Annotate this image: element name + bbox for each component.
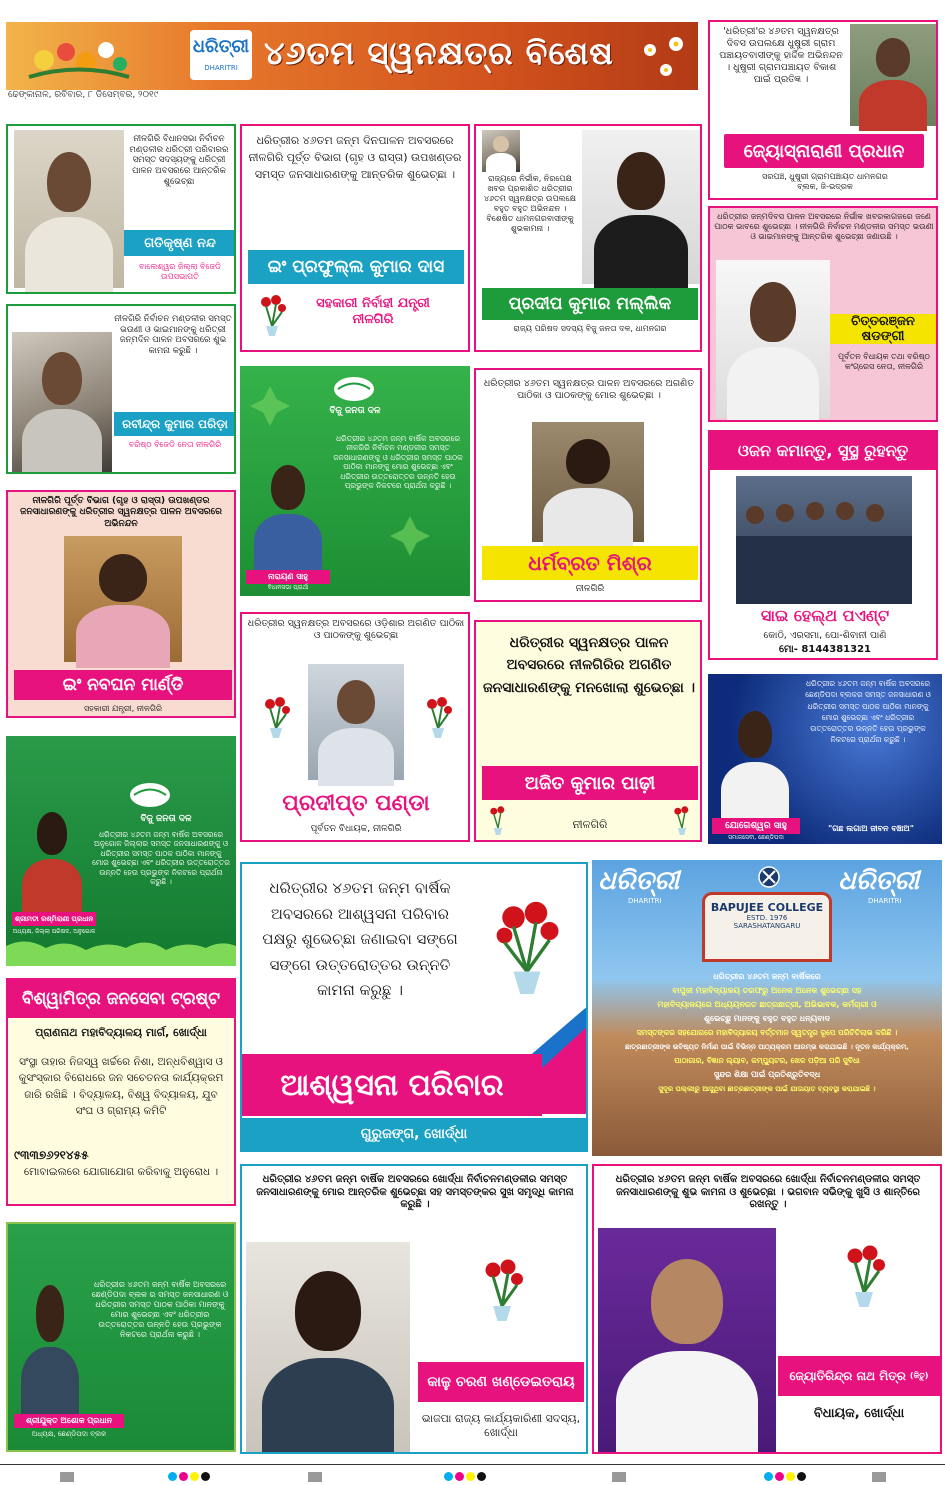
ad-kalu xyxy=(240,1164,588,1454)
registration-mark xyxy=(612,1472,626,1482)
ad-message: ଧରିତ୍ରୀର ୪୬ତମ ଜନ୍ମ ବାର୍ଷିକ ଅବସରରେ ଛେଣ୍ଡିପଦା ବ୍ଲକର ସମସ୍ତ ଜନସାଧାରଣ ଓ ଧରିତ୍ରୀର ସମସ୍ତ ପାଠକ ପାଠିକା ମାନଙ୍କୁ ମୋର ଶୁଭେଚ୍ଛା ଏବଂ ଧରିତ୍ରୀର ଉତ୍ତରୋତ୍ତର ଉନ୍ନତି ହେଉ ପ୍ରଭୁଙ୍କ ନିକଟରେ ପ୍ରାର୍ଥନା କରୁଛି । xyxy=(805,679,931,745)
college-line: ମହାବିଦ୍ୟାଳୟରେ ଅଧ୍ୟୟନରତ ଛାତ୍ରଛାତ୍ରୀ, ଅଭିଭାବକ, କର୍ମଚାରୀ ଓ xyxy=(657,1000,877,1009)
person-designation: ସହକାରୀ ନିର୍ବାହୀ ଯନ୍ତ୍ରୀ ନୀଳଗିରି xyxy=(316,296,430,328)
ad-message: ଧରିତ୍ରୀର ୪୬ତମ ଜନ୍ମ ବାର୍ଷିକ ଅବସରରେ ଅନୁଗୋଳ ଜିଲ୍ଲାର ସମସ୍ତ ଜନସାଧାରଣଙ୍କୁ ଓ ଧରିତ୍ରୀର ସମସ୍ତ ପାଠକ ପାଠିକା ମାନଙ୍କୁ ମୋର ଶୁଭେଚ୍ଛା ଏବଂ ଧରିତ୍ରୀର ଉତ୍ତରୋତ୍ତର ଉନ୍ନତି ହେଉ ପ୍ରଭୁଙ୍କ ନିକଟରେ ପ୍ରାର୍ଥନା କରୁଛି । xyxy=(92,830,230,886)
ad-message: ଧରିତ୍ରୀର ସ୍ୱନକ୍ଷତ୍ର ପାଳନ ଅବସରରେ ନୀଳଗିରିର ଅଗଣିତ ଜନସାଧାରଣଙ୍କୁ ମନଖୋଲା ଶୁଭେଚ୍ଛା । xyxy=(482,635,696,696)
group-photo xyxy=(736,476,912,604)
trust-name: ବିଶ୍ୱାମିତ୍ର ଜନସେବା ଟ୍ରଷ୍ଟ xyxy=(8,980,234,1018)
masthead-banner xyxy=(6,22,698,90)
ad-asok xyxy=(6,1222,236,1452)
person-name: ଶ୍ରୀଯୁକ୍ତ ଅଶୋକ ପ୍ରଧାନ xyxy=(14,1414,124,1428)
ad-message: ଧରିତ୍ରୀର ଜନ୍ମଦିବସ ପାଳନ ଅବସରରେ ନିର୍ଭୀକ ଖବରକାଗଜରେ ଜଣେ ପାଠକ ଭାବରେ ଶୁଭେଚ୍ଛା । ନୀଳଗିରି ନିର୍ବାଚନ ମଣ୍ଡଳୀର ସମସ୍ତ ଭଉଣୀ ଓ ଭାଇମାନଙ୍କୁ ଆନ୍ତରିକ ଶୁଭେଚ୍ଛା ଜଣାଉଛି । xyxy=(714,212,934,241)
ad-gatikrushna xyxy=(6,124,236,294)
rose-vase-icon xyxy=(834,1232,894,1322)
ad-woman-bjd xyxy=(6,736,236,966)
ad-prafulla xyxy=(240,124,470,352)
registration-mark xyxy=(872,1472,886,1482)
portrait-photo xyxy=(14,796,90,910)
trust-body: ସଂସ୍ଥା ତାହାର ନିଜସ୍ୱ ଖର୍ଚ୍ଚରେ ନିଶା, ଅନ୍ଧବିଶ୍ୱାସ ଓ କୁସଂସ୍କାର ବିରୋଧରେ ଜନ ସଚେତନତା କାର୍ଯ୍ୟକ୍ରମ ଜାରି ରଖିଛି । ବିଦ୍ୟାଳୟ, ବିଶ୍ୱ ବିଦ୍ୟାଳୟ, ଯୁବ ସଂଘ ଓ ଗ୍ରାମ୍ୟ କମିଟି xyxy=(18,1056,224,1117)
trust-address: ପ୍ରାଣନାଥ ମହାବିଦ୍ୟାଳୟ ମାର୍ଗ, ଖୋର୍ଦ୍ଧା xyxy=(35,1026,207,1039)
logo-subtext: DHARITRI xyxy=(628,897,662,905)
flower-bouquet-icon xyxy=(24,32,134,82)
person-designation: ବରିଷ୍ଠ ବିଜେଡି ନେତା ନୀଳଗିରି xyxy=(128,440,222,449)
daisy-icon xyxy=(636,30,692,86)
ad-jogeswar xyxy=(708,674,942,844)
person-designation: ଅଧ୍ୟକ୍ଷ, ଜିଲ୍ଲା ପରିଷଦ, ଅନୁଗୋଳ xyxy=(12,928,96,935)
person-name: ଶ୍ରୀମତୀ ରଶ୍ମିରାଣୀ ପ୍ରଧାନ xyxy=(12,912,96,926)
ad-rabindra xyxy=(6,304,236,474)
college-line: ପାଠାଗାର, ବିଜ୍ଞାନ ଲ୍ୟାବ, କମ୍ପ୍ୟୁଟର, ଖେଳ ପଡ଼ିଆ ପରି ସୁବିଧା xyxy=(674,1056,860,1065)
ad-message: ରାଜ୍ୟରେ ନିର୍ଭୀକ, ନିରପେକ୍ଷ ଖବର ପ୍ରକାଶିତ ଧରିତ୍ରୀର ୪୬ତମ ସ୍ୱନକ୍ଷତ୍ର ଉପଲକ୍ଷେ ବହୁତ ବହୁତ ଅଭିନନ୍ଦନ । ବିଶେଷିତ ଧାମନଗରବାସୀଙ୍କୁ ଶୁଭକାମନା । xyxy=(483,174,576,233)
portrait-photo xyxy=(14,130,124,288)
logo-left xyxy=(598,866,698,905)
ad-message: ଧରିତ୍ରୀର ୪୬ତମ ଜନ୍ମ ବାର୍ଷିକ ଅବସରରେ ଖୋର୍ଦ୍ଧା ନିର୍ବାଚନମଣ୍ଡଳୀର ସମସ୍ତ ଜନସାଧାରଣଙ୍କୁ ଶୁଭ କାମନା ଓ ଶୁଭେଚ୍ଛା । ଭଗବାନ ସଭିଙ୍କୁ ଖୁସି ଓ ଶାନ୍ତିରେ ରଖନ୍ତୁ । xyxy=(615,1174,921,1210)
business-address: କୋଠି, ଏରସମା, ପୋ-ଶିବାନୀ ପାଣି xyxy=(763,630,887,641)
person-designation: ନୀଳଗିରି xyxy=(572,818,608,831)
grass-decoration xyxy=(6,936,236,966)
ad-title: ଓଜନ କମାନ୍ତୁ, ସୁସ୍ଥ ରୁହନ୍ତୁ xyxy=(710,432,936,470)
person-designation: ପୂର୍ବତନ ବିଧାୟକ ତଥା ବରିଷ୍ଠ କଂଗ୍ରେସ ନେତା, ନୀଳଗିରି xyxy=(838,352,930,371)
person-designation: ସରପଞ୍ଚ, ଧୁଷୁରୀ ଗ୍ରାମପଞ୍ଚାୟତ ଧାମନଗର ବ୍ଲକ, ଜି-ଭଦ୍ରକ xyxy=(762,172,888,191)
person-name: ଇଂ ନବଘନ ମାର୍ଣ୍ଡି xyxy=(14,670,232,700)
color-registration-dots xyxy=(764,1472,806,1481)
ad-message: ଧରିତ୍ରୀର ୪୬ତମ ଜନ୍ମ ବାର୍ଷିକ ଅବସରରେ ନୀଳଗିରି ନିର୍ବାଚନ ମଣ୍ଡଳୀର ସମସ୍ତ ଜନସାଧାରଣଙ୍କୁ ଓ ଧରିତ୍ରୀର ସମସ୍ତ ପାଠକ ପାଠିକା ମାନଙ୍କୁ ମୋର ଶୁଭେଚ୍ଛା ଏବଂ ଧରିତ୍ରୀର ଉତ୍ତରୋତ୍ତର ଉନ୍ନତି ହେଉ ପ୍ରଭୁଙ୍କ ନିକଟରେ ପ୍ରାର୍ଥନା କରୁଛି । xyxy=(333,434,463,490)
person-name: ଜ୍ୟୋସ୍ନାରାଣୀ ପ୍ରଧାନ xyxy=(724,134,924,168)
registration-mark xyxy=(308,1472,322,1482)
college-line: ବାପୁଜୀ ମହାବିଦ୍ୟାଳୟ ତରଫରୁ ଅନେକ ଅନେକ ଶୁଭେଚ୍ଛା ସହ xyxy=(672,986,862,995)
logo-text: ଧରିତ୍ରୀ xyxy=(598,866,680,896)
portrait-photo xyxy=(12,332,112,472)
ad-jyotsnarani xyxy=(708,20,938,200)
person-designation: ରାଜ୍ୟ ପରିଷଦ ସଦସ୍ୟ ବିଜୁ ଜନତା ଦଳ, ଧାମନଗର xyxy=(513,324,667,333)
ad-message: ଧରିତ୍ରୀର ୪୬ତମ ସ୍ୱନକ୍ଷତ୍ର ପାଳନ ଅବସରରେ ଅଗଣିତ ପାଠିକା ଓ ପାଠକଙ୍କୁ ମୋର ଶୁଭେଚ୍ଛା । xyxy=(483,378,695,401)
color-registration-dots xyxy=(444,1472,486,1481)
cm-photo xyxy=(482,130,520,172)
person-name: ପ୍ରଦୀପ କୁମାର ମଲ୍ଲିକ xyxy=(482,288,698,320)
college-emblem-icon xyxy=(758,866,780,888)
logo-text: ଧରିତ୍ରୀ xyxy=(838,866,920,896)
registration-mark xyxy=(60,1472,74,1482)
ad-dharmabrata xyxy=(474,368,702,602)
ad-sai-health xyxy=(708,430,938,660)
business-name: ସାଇ ହେଲ୍‌ଥ ପଏଣ୍ଟ xyxy=(760,606,890,625)
trust-phone: ୯୩୩୭୬୨୧୪୫୫ xyxy=(14,1148,89,1162)
portrait-photo xyxy=(532,422,644,542)
person-name: ଗତିକୃଷ୍ଣ ନନ୍ଦ xyxy=(124,230,236,256)
college-line: ଶୁଭେଚ୍ଛୁ ମାନଙ୍କୁ ବହୁତ ବହୁତ ଧନ୍ୟବାଦ xyxy=(704,1014,830,1023)
conch-logo xyxy=(128,780,172,810)
college-gate xyxy=(702,892,832,962)
college-line: ସୁଦୂର ପଲ୍ଲୀରୁ ଆସୁଥିବା ଛାତ୍ରଛାତ୍ରୀଙ୍କ ପାଇଁ ଯାତାୟାତ ବ୍ୟବସ୍ଥା କରାଯାଇଛି । xyxy=(658,1085,876,1093)
ad-biswamitra xyxy=(6,978,236,1206)
color-registration-dots xyxy=(168,1472,210,1481)
portrait-photo xyxy=(582,130,700,284)
person-name xyxy=(778,1356,940,1396)
person-designation: ସହକାରୀ ଯନ୍ତ୍ରୀ, ନୀଳଗିରି xyxy=(83,704,163,713)
ad-narayan xyxy=(240,366,470,596)
flower-decoration-left xyxy=(24,32,134,82)
portrait-photo xyxy=(308,664,404,780)
portrait-photo xyxy=(598,1228,776,1452)
person-designation: ବାଲେଶ୍ୱର ଜିଲ୍ଲା ବିଜେଡି ଉପସଭାପତି xyxy=(139,262,221,281)
portrait-photo xyxy=(716,260,830,418)
portrait-photo xyxy=(246,448,330,568)
college-name: BAPUJEE COLLEGE xyxy=(710,901,824,914)
portrait-photo xyxy=(850,24,936,126)
ad-pradipta xyxy=(240,612,470,842)
logo-right xyxy=(838,866,938,905)
college-place: SARASHATANGARU xyxy=(733,922,801,930)
college-estd: ESTD. 1976 xyxy=(746,914,788,922)
person-designation: ଭାଜପା ରାଜ୍ୟ କାର୍ଯ୍ୟକାରିଣୀ ସଦସ୍ୟ, ଖୋର୍ଦ୍ଧା xyxy=(421,1412,581,1439)
ad-slogan: "ଗଛ ଲଗାଅ ଜୀବନ ବଞ୍ଚାଅ" xyxy=(828,824,914,833)
ad-message: ନୀଳଗିରି ବିଧାନସଭା ନିର୍ବାଚନ ମଣ୍ଡଳୀର ଧରିତ୍ରୀ ପରିବାରର ସମସ୍ତ ସଦସ୍ୟଙ୍କୁ ଧରିତ୍ରୀ ପାଳନ ଅବସରରେ ଆନ୍ତରିକ ଶୁଭେଚ୍ଛା xyxy=(129,134,229,187)
ad-bapujee-college xyxy=(592,860,942,1156)
ad-message: ଧରିତ୍ରୀର ୪୬ତମ ଜନ୍ମ ବାର୍ଷିକ ଅବସରରେ ଆଶ୍ୱସନା ପରିବାର ପକ୍ଷରୁ ଶୁଭେଚ୍ଛା ଜଣାଇବା ସଙ୍ଗେ ସଙ୍ଗେ ଉତ୍ତରୋତ୍ତର ଉନ୍ନତି କାମନା କରୁଛୁ । xyxy=(262,879,458,999)
ad-message: ଧରିତ୍ରୀର ୪୬ତମ ଜନ୍ମ ବାର୍ଷିକ ଅବସରରେ ଛେଣ୍ଡିପଦା ବ୍ଲକ ର ସମସ୍ତ ଜନସାଧାରଣ ଓ ଧରିତ୍ରୀର ସମସ୍ତ ପାଠକ ପାଠିକା ମାନଙ୍କୁ ମୋର ଶୁଭେଚ୍ଛା ଏବଂ ଧରିତ୍ରୀର ଉତ୍ତରୋତ୍ତର ଉନ୍ନତି ହେଉ ପ୍ରଭୁଙ୍କ ନିକଟରେ ପ୍ରାର୍ଥନା କରୁଛି । xyxy=(91,1280,229,1339)
person-designation: ବିଧାୟକ, ଖୋର୍ଦ୍ଧା xyxy=(813,1406,905,1421)
rose-vase-icon xyxy=(668,804,696,838)
trust-contact: ମୋବାଇଲରେ ଯୋଗାଯୋଗ କରିବାକୁ ଅନୁରୋଧ । xyxy=(23,1166,219,1178)
person-name: କାଳୁ ଚରଣ ଖଣ୍ଡେଇତରାୟ xyxy=(418,1362,584,1402)
conch-icon xyxy=(332,374,376,404)
person-name: ଚିତ୍ତରଞ୍ଜନ ଷଡଙ୍ଗୀ xyxy=(830,314,936,344)
party-name: ବିଜୁ ଜନତା ଦଳ xyxy=(329,406,381,416)
person-designation: ପୂର୍ବତନ ବିଧାୟକ, ନୀଳଗିରି xyxy=(310,824,402,834)
portrait-photo xyxy=(712,694,798,818)
portrait-photo xyxy=(246,1242,410,1452)
family-place: ଗୁରୁଜଙ୍ଗ, ଖୋର୍ଦ୍ଧା xyxy=(242,1118,586,1150)
college-message xyxy=(596,970,938,1096)
college-line: ଛାତ୍ରଛାତ୍ରୀଙ୍କ ଭବିଷ୍ୟତ ନିର୍ମାଣ ପାଇଁ ବିଭିନ୍ନ ପାଠ୍ୟକ୍ରମ ଆରମ୍ଭ କରାଯାଇଛି । ନୂତନ କାର୍ଯ୍ୟକ୍ରମ, xyxy=(625,1043,909,1051)
rose-vase-icon xyxy=(256,696,296,740)
person-designation: ଅଧ୍ୟକ୍ଷ, ଛେଣ୍ଡିପଦା ବ୍ଲକ xyxy=(31,1430,107,1438)
business-phone: ମୋ- 8144381321 xyxy=(779,644,871,655)
ad-message: ଧରିତ୍ରୀର ୪୬ତମ ଜନ୍ମ ଦିନପାଳନ ଅବସରରେ ନୀଳଗିରି ପୂର୍ତ୍ତ ବିଭାଗ (ଗୃହ ଓ ରାସ୍ତା) ଉପଖଣ୍ଡର ସମସ୍ତ ଜନସାଧାରଣଙ୍କୁ ଆନ୍ତରିକ ଶୁଭେଚ୍ଛା । xyxy=(248,134,462,182)
flower-decoration-right xyxy=(636,30,692,86)
person-name-text: ଜ୍ୟୋତିରିନ୍ଦ୍ର ନାଥ ମିତ୍ର xyxy=(789,1368,906,1383)
ad-message: ନୀଳଗିରି ନିର୍ବାଚନ ମଣ୍ଡଳୀର ସମସ୍ତ ଭଉଣୀ ଓ ଭାଇମାନଙ୍କୁ ଧରିତ୍ରୀ ଜନ୍ମଦିନ ପାଳନ ଅବସରରେ ଶୁଭ କାମନା କରୁଛି । xyxy=(114,314,232,356)
ad-message: ନୀଳଗିରି ପୂର୍ତ୍ତ ବିଭାଗ (ଗୃହ ଓ ରାସ୍ତା) ଉପଖଣ୍ଡର ଜନସାଧାରଣଙ୍କୁ ଧରିତ୍ରୀର ସ୍ୱନକ୍ଷତ୍ର ପାଳନ ଅବସରରେ ଅଭିନନ୍ଦନ xyxy=(20,496,222,529)
portrait-photo xyxy=(14,1264,86,1414)
rose-vase-icon xyxy=(418,696,458,740)
person-designation: ସମାଜସେବୀ, ଛେଣ୍ଡିପଦା xyxy=(728,834,784,841)
logo-subtext: DHARITRI xyxy=(868,897,902,905)
ad-message: ଧରିତ୍ରୀର ସ୍ୱନକ୍ଷତ୍ର ଅବସରରେ ଓଡ଼ିଶାର ଅଗଣିତ ପାଠିକା ଓ ପାଠକଙ୍କୁ ଶୁଭେଚ୍ଛା xyxy=(247,618,465,641)
person-name: ନାରାୟଣ ସାହୁ xyxy=(246,570,330,584)
rose-vase-icon xyxy=(484,804,512,838)
college-line: ଧରିତ୍ରୀର ୪୬ତମ ଜନ୍ମ ବାର୍ଷିକରେ xyxy=(713,972,821,981)
ad-chittaranjan xyxy=(708,206,938,422)
rose-vase-icon xyxy=(252,294,292,338)
ad-ajit xyxy=(474,620,702,842)
ad-message: ଧରିତ୍ରୀର ୪୬ତମ ଜନ୍ମ ବାର୍ଷିକ ଅବସରରେ ଖୋର୍ଦ୍ଧା ନିର୍ବାଚନମଣ୍ଡଳୀର ସମସ୍ତ ଜନସାଧାରଣଙ୍କୁ ମୋର ଆନ୍ତରିକ ଶୁଭେଚ୍ଛା ସହ ସମସ୍ତଙ୍କର ସୁଖ ସମୃଦ୍ଧି କାମନା କରୁଛି । xyxy=(256,1174,574,1210)
footer-rule xyxy=(0,1464,945,1465)
person-name: ପ୍ରଦୀପ୍ତ ପଣ୍ଡା xyxy=(282,791,430,816)
college-line: ସମସ୍ତଙ୍କର ସହଯୋଗରେ ମହାବିଦ୍ୟାଳୟ ବର୍ତ୍ତମାନ ସ୍ୱତନ୍ତ୍ର ରୂପେ ପରିଚିତିଲାଭ କରିଛି । xyxy=(636,1028,898,1037)
ad-pradeep-mallick xyxy=(474,124,702,352)
party-name: ବିଜୁ ଜନତା ଦଳ xyxy=(140,814,192,824)
person-designation: ନୀଳଗିରି xyxy=(575,584,605,594)
person-name: ଧର୍ମବ୍ରତ ମିଶ୍ର xyxy=(482,546,698,580)
logo-subtext: DHARITRI xyxy=(204,64,238,72)
person-name: ଇଂ ପ୍ରଫୁଲ୍ଲ କୁମାର ଦାସ xyxy=(248,250,464,284)
rose-vase-icon xyxy=(482,884,572,1014)
portrait-photo xyxy=(64,536,182,662)
logo-text: ଧରିତ୍ରୀ xyxy=(192,36,250,57)
person-name: ଯୋଗେଶ୍ୱର ସାହୁ xyxy=(712,818,800,834)
ad-message: 'ଧରିତ୍ରୀ'ର ୪୬ତମ ସ୍ୱନକ୍ଷତ୍ର ଦିବସ ଉପଲକ୍ଷେ ଧୁଷୁରୀ ଗ୍ରାମ ପଞ୍ଚାୟତବାସୀଙ୍କୁ ହାର୍ଦ୍ଦିକ ଅଭିନନ୍ଦନ । ଧୁଷୁରୀ ଗ୍ରାମପଞ୍ଚାୟତ ବିକାଶ ପାଇଁ ପ୍ରତିଜ୍ଞ । xyxy=(719,26,843,85)
person-designation: ବିଧାନସଭା ପ୍ରାର୍ଥୀ xyxy=(267,584,309,591)
person-nickname: (ଜିତୁ) xyxy=(909,1371,929,1380)
ad-aswasana xyxy=(240,862,588,1152)
masthead-logo xyxy=(190,30,252,80)
ad-jyotirindra xyxy=(592,1164,942,1454)
rose-vase-icon xyxy=(472,1246,532,1336)
family-name: ଆଶ୍ୱସନା ପରିବାର xyxy=(242,1054,542,1116)
conch-icon xyxy=(128,780,172,810)
page-title: ୪୬ତମ ସ୍ୱନକ୍ଷତ୍ର ବିଶେଷ xyxy=(264,34,614,72)
person-name: ରବୀନ୍ଦ୍ର କୁମାର ପରିଡ଼ା xyxy=(114,412,236,436)
person-name: ଅଜିତ କୁମାର ପାଢ଼ୀ xyxy=(482,766,698,800)
college-line: ସୁନ୍ଦର ଶିକ୍ଷା ପାଇଁ ପ୍ରତିଶ୍ରୁତିବଦ୍ଧ xyxy=(713,1070,821,1079)
ad-nabaghan xyxy=(6,490,236,718)
dateline: ଢେଙ୍କାନାଳ, ରବିବାର, ୮ ଡିସେମ୍ବର, ୨୦୧୯ xyxy=(8,90,159,100)
